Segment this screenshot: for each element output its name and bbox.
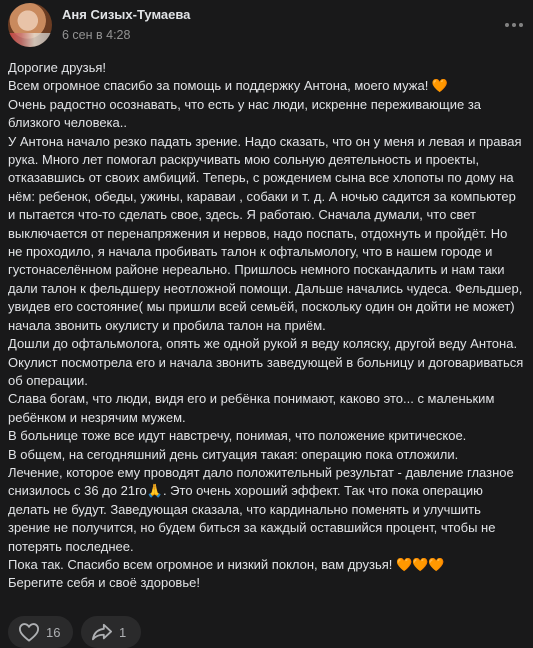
share-button[interactable]: [81, 616, 141, 648]
heart-icon: [18, 622, 40, 642]
post-paragraph: Слава богам, что люди, видя его и ребёнка понимают, каково это... с маленьким ребёнком и незрячим мужем.: [8, 391, 495, 425]
share-count: 1: [119, 624, 127, 640]
post-date[interactable]: 6 сен в 4:28: [62, 28, 131, 42]
more-icon[interactable]: [503, 16, 525, 34]
post-paragraph: Всем огромное спасибо за помощь и поддержку Антона, моего мужа! 🧡: [8, 78, 449, 94]
post-paragraph: Берегите себя и своё здоровье!: [8, 575, 200, 591]
post-paragraph: Очень радостно осознавать, что есть у нас люди, искренне переживающие за близкого человека..: [8, 96, 482, 131]
post-paragraph: У Антона начало резко падать зрение. Надо сказать, что он у меня и левая и правая рука. Много лет помогал раскручивать мою сольную деятельность и проекты, отказавшись от своих амбиций. Теперь, с рождением сына все хлопоты по дому на нём: ребенок, обеды, ужины, караваи , собаки и т. д. А ночью садится за компьютер и пытается что-то сделать свое, здесь. Я работаю. Сначала думали, что свет выключается от перенапряжения и нервов, надо поспать, отдохнуть и пройдёт. Но не проходило, я начала пробивать талон к офтальмологу, что в нашем городе и густонаселённом районе нереально. Пришлось немного поскандалить и нам таки дали талон к фельдшеру неотложной помощи. Дальше начались чудеса. Фельдшер, увидев его состояние( мы пришли всей семьёй, поскольку один он дойти не может) начала звонить окулисту и пробила талон на приём.: [8, 133, 523, 333]
post-paragraph: Лечение, которое ему проводят дало положительный результат - давление глазное снизилось с 36 до 21го🙏. Это очень хороший эффект. Так что пока операцию делать не будут. Заведующая сказала, что кардинально поменять и улучшить зрение не получится, но будем биться за каждый оставшийся процент, чтобы не потерять последнее.: [8, 464, 514, 554]
post-paragraph: В больнице тоже все идут навстречу, понимая, что положение критическое.: [8, 428, 467, 444]
like-count: 16: [46, 624, 61, 640]
post-paragraph: Дорогие друзья!: [8, 60, 107, 75]
author-name[interactable]: Аня Сизых-Тумаева: [62, 7, 191, 22]
post-text: [8, 59, 525, 593]
author-avatar[interactable]: [8, 3, 52, 47]
share-icon: [91, 622, 113, 642]
like-button[interactable]: [8, 616, 73, 648]
post-actions: [8, 616, 141, 648]
post-paragraph: В общем, на сегодняшний день ситуация такая: операцию пока отложили.: [8, 446, 459, 462]
post-paragraph: Пока так. Спасибо всем огромное и низкий поклон, вам друзья! 🧡🧡🧡: [8, 556, 445, 572]
post-header: [8, 3, 525, 47]
post-paragraph: Дошли до офтальмолога, опять же одной рукой я веду коляску, другой веду Антона. Окулист посмотрела его и начала звонить заведующей в больницу и договариваться об операции.: [8, 336, 524, 388]
